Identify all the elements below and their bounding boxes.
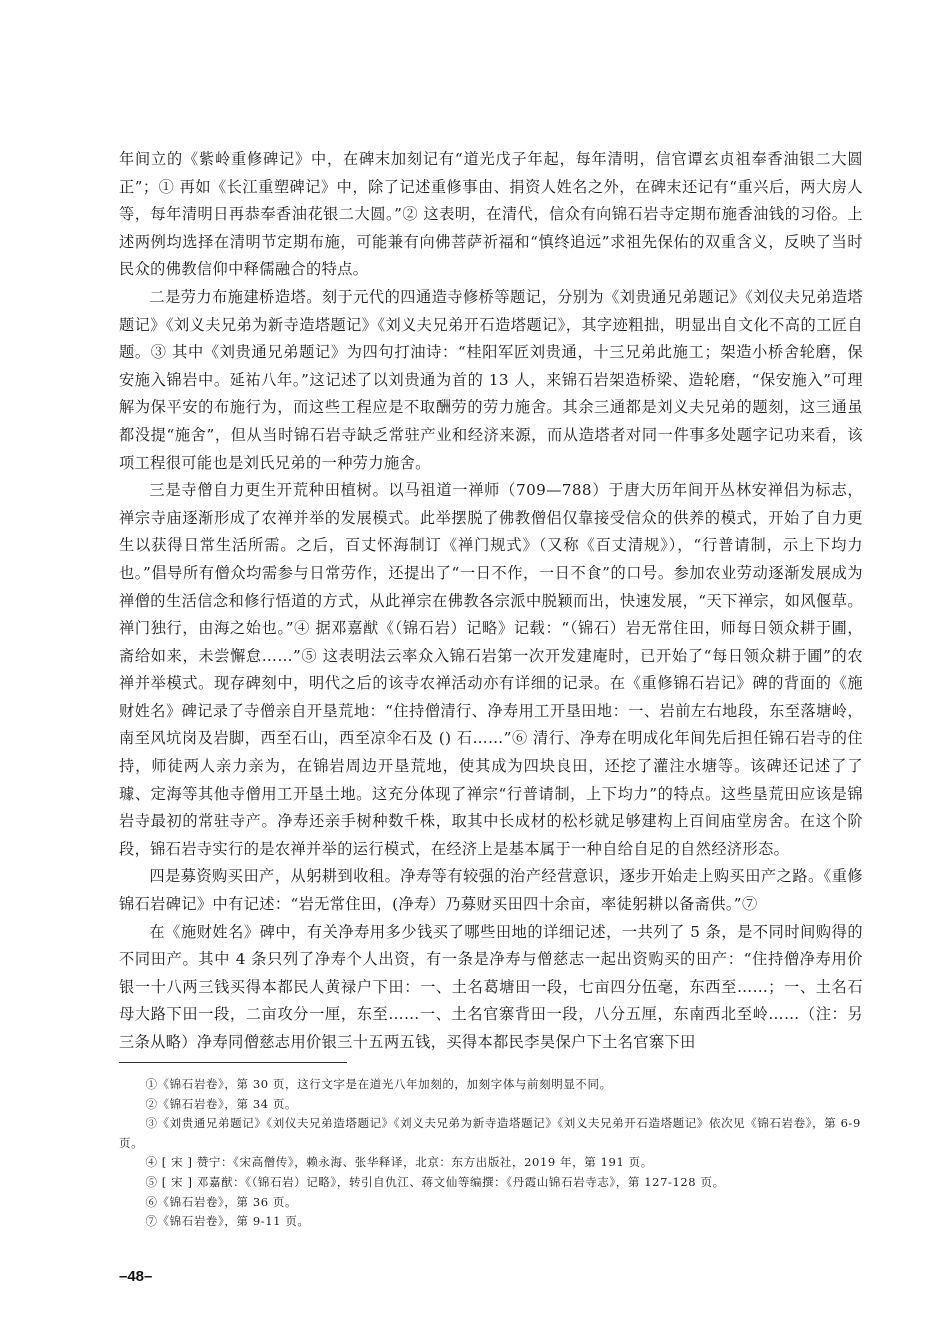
footnote: ⑥《锦石岩卷》，第 36 页。 xyxy=(145,1194,298,1209)
paragraph: 四是募资购买田产，从躬耕到收租。净寿等有较强的治产经营意识，逐步开始走上购买田产之路。《重修锦石岩碑记》中有记述：“岩无常住田，(净寿）乃募财买田四十余亩，率徒躬耕以备斋供。”⑦ xyxy=(119,867,863,914)
paragraph: 年间立的《紫岭重修碑记》中，在碑末加刻记有“道光戊子年起，每年清明，信官谭玄贞祖奉香油银二大圆正”；① 再如《长江重塑碑记》中，除了记述重修事由、捐资人姓名之外，在碑末还记有“重兴后，两大房人等，每年清明日再恭奉香油花银二大圆。”② 这表明，在清代，信众有向锦石岩寺定期布施香油钱的习俗。上述两例均选择在清明节定期布施，可能兼有向佛菩萨祈福和“慎终追远”求祖先保佑的双重含义，反映了当时民众的佛教信仰中释儒融合的特点。 xyxy=(119,150,863,279)
footnote: ④ [ 宋 ] 赞宁：《宋高僧传》，赖永海、张华释译，北京：东方出版社，2019 年，第 191 页。 xyxy=(145,1155,653,1170)
footnote: ⑤ [ 宋 ] 邓嘉猷：《（锦石岩）记略》，转引自仇江、蒋文仙等编撰：《丹霞山锦石岩寺志》，第 127-128 页。 xyxy=(145,1174,725,1189)
footnote: ⑦《锦石岩卷》，第 9-11 页。 xyxy=(145,1214,310,1229)
footnote: ②《锦石岩卷》，第 34 页。 xyxy=(145,1096,298,1111)
paragraph: 二是劳力布施建桥造塔。刻于元代的四通造寺修桥等题记，分别为《刘贵通兄弟题记》《刘仪夫兄弟造塔题记》《刘义夫兄弟为新寺造塔题记》《刘义夫兄弟开石造塔题记》，其字迹粗拙，明显出自文化不高的工匠自题。③ 其中《刘贵通兄弟题记》为四句打油诗：“桂阳军匠刘贵通，十三兄弟此施工；架造小桥舍轮磨，保安施入锦岩中。延祐八年。”这记述了以刘贵通为首的 13 人，来锦石岩架造桥梁、造轮磨，“保安施入”可理解为保平安的布施行为，而这些工程应是不取酬劳的劳力施舍。其余三通都是刘义夫兄弟的题刻，这三通虽都没提“施舍”，但从当时锦石岩寺缺乏常驻产业和经济来源，而从造塔者对同一件事多处题字记功来看，该项工程很可能也是刘氏兄弟的一种劳力施舍。 xyxy=(119,287,863,472)
paragraph: 三是寺僧自力更生开荒种田植树。以马祖道一禅师（709—788）于唐大历年间开丛林安禅侣为标志，禅宗寺庙逐渐形成了农禅并举的发展模式。此举摆脱了佛教僧侣仅靠接受信众的供养的模式，开始了自力更生以获得日常生活所需。之后，百丈怀海制订《禅门规式》（又称《百丈清规》），“行普请制，示上下均力也。”倡导所有僧众均需参与日常劳作，还提出了“一日不作，一日不食”的口号。参加农业劳动逐渐发展成为禅僧的生活信念和修行悟道的方式，从此禅宗在佛教各宗派中脱颖而出，快速发展，“天下禅宗，如风偃草。禅门独行，由海之始也。”④ 据邓嘉猷《（锦石岩）记略》记载：“（锦石）岩无常住田，师每日领众耕于圃，斋给如来，未尝懈怠……”⑤ 这表明法云率众入锦石岩第一次开发建庵时，已开始了“每日领众耕于圃”的农禅并举模式。现存碑刻中，明代之后的该寺农禅活动亦有详细的记录。在《重修锦石岩记》碑的背面的《施财姓名》碑记录了寺僧亲自开垦荒地：“住持僧清行、净寿用工开垦田地：一、岩前左右地段，东至落塘岭，南至风坑岗及岩脚，西至石山，西至凉伞石及 () 石……”⑥ 清行、净寿在明成化年间先后担任锦石岩寺的住持，师徒两人亲力亲为，在锦岩周边开垦荒地，使其成为四块良田，还挖了灌注水塘等。该碑还记述了了璩、定海等其他寺僧用工开垦土地。这充分体现了禅宗“行普请制，上下均力”的特点。这些垦荒田应该是锦岩寺最初的常驻寺产。净寿还亲手树种数千株，取其中长成材的松杉就足够建构上百间庙堂房舍。在这个阶段，锦石岩寺实行的是农禅并举的运行模式，在经济上是基本属于一种自给自足的自然经济形态。 xyxy=(119,481,863,858)
page-number: –48– xyxy=(119,1268,153,1285)
body-text xyxy=(119,146,863,1057)
footnote: ③《刘贵通兄弟题记》《刘仪夫兄弟造塔题记》《刘义夫兄弟为新寺造塔题记》《刘义夫兄弟开石造塔题记》依次见《锦石岩卷》，第 6-9 页。 xyxy=(119,1116,861,1150)
paragraph: 在《施财姓名》碑中，有关净寿用多少钱买了哪些田地的详细记述，一共列了 5 条，是不同时间购得的不同田产。其中 4 条只列了净寿个人出资，有一条是净寿与僧慈志一起出资购买的田产：“住持僧净寿用价银一十八两三钱买得本都民人黄禄户下田：一、土名葛塘田一段，七亩四分伍毫，东西至……；一、土名石母大路下田一段，二亩攻分一厘，东至……一、土名官寨背田一段，八分五厘，东南西北至岭……（注：另三条从略）净寿同僧慈志用价银三十五两五钱，买得本都民李昊保户下土名官寨下田 xyxy=(119,922,863,1051)
footnote-divider xyxy=(119,1062,347,1063)
footnotes xyxy=(119,1075,863,1232)
footnote: ①《锦石岩卷》，第 30 页，这行文字是在道光八年加刻的，加刻字体与前刻明显不同。 xyxy=(145,1077,612,1091)
